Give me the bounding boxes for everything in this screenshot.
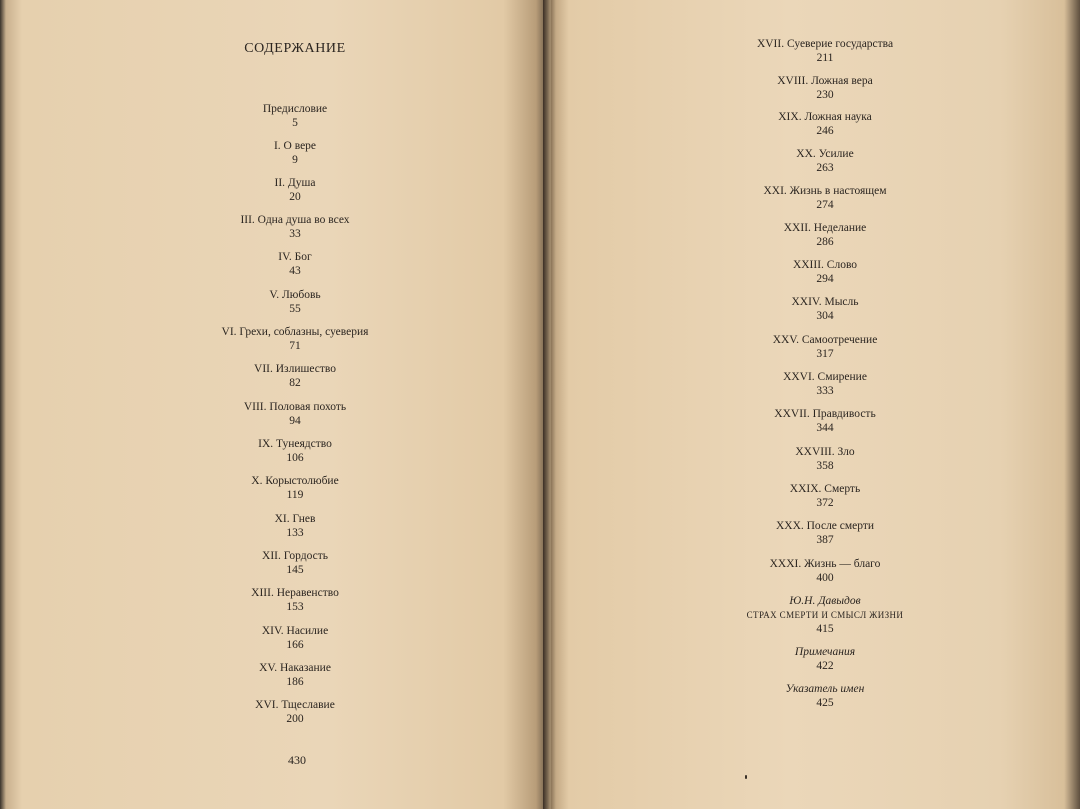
toc-title: III. Одна душа во всех bbox=[240, 214, 350, 226]
toc-entry bbox=[0, 325, 590, 353]
toc-entry bbox=[551, 74, 1080, 102]
toc-page: 333 bbox=[816, 385, 834, 397]
toc-page: 246 bbox=[816, 125, 834, 137]
toc-entry bbox=[551, 295, 1080, 323]
toc-entry bbox=[0, 624, 590, 652]
toc-page: 153 bbox=[286, 601, 304, 613]
essay-author: Ю.Н. Давыдов bbox=[789, 595, 861, 607]
toc-title: XV. Наказание bbox=[259, 662, 331, 674]
toc-page: 372 bbox=[816, 497, 834, 509]
toc-title: V. Любовь bbox=[269, 289, 321, 301]
toc-page: 230 bbox=[816, 89, 834, 101]
toc-title: XI. Гнев bbox=[274, 513, 316, 525]
toc-page: 387 bbox=[816, 534, 834, 546]
toc-entry bbox=[551, 407, 1080, 435]
toc-title: Примечания bbox=[794, 646, 856, 658]
toc-title: Предисловие bbox=[262, 103, 328, 115]
toc-title: XXVIII. Зло bbox=[795, 446, 855, 458]
toc-title: XXX. После смерти bbox=[775, 520, 875, 532]
toc-entry bbox=[0, 102, 590, 130]
toc-entry bbox=[551, 557, 1080, 585]
toc-page: 422 bbox=[816, 660, 834, 672]
toc-page: 55 bbox=[289, 303, 301, 315]
toc-page: 186 bbox=[286, 676, 304, 688]
toc-entry-index bbox=[551, 682, 1080, 710]
toc-title: XIV. Насилие bbox=[261, 625, 329, 637]
toc-page: 82 bbox=[289, 377, 301, 389]
toc-title: XXII. Неделание bbox=[783, 222, 867, 234]
toc-entry bbox=[551, 519, 1080, 547]
contents-heading: СОДЕРЖАНИЕ bbox=[244, 41, 346, 56]
toc-page: 286 bbox=[816, 236, 834, 248]
toc-page: 294 bbox=[816, 273, 834, 285]
toc-page: 33 bbox=[289, 228, 301, 240]
toc-title: XXIX. Смерть bbox=[789, 483, 861, 495]
toc-title: XIX. Ложная наука bbox=[778, 111, 872, 123]
toc-title: X. Корыстолюбие bbox=[251, 475, 339, 487]
toc-title: XXIII. Слово bbox=[792, 259, 858, 271]
toc-entry bbox=[0, 176, 590, 204]
toc-entry bbox=[0, 288, 590, 316]
toc-title: VIII. Половая похоть bbox=[243, 401, 347, 413]
toc-page: 119 bbox=[286, 489, 304, 501]
toc-page: 344 bbox=[816, 422, 834, 434]
toc-entry bbox=[551, 110, 1080, 138]
toc-page: 71 bbox=[289, 340, 301, 352]
toc-page: 274 bbox=[816, 199, 834, 211]
toc-entry bbox=[0, 661, 590, 689]
toc-entry bbox=[551, 37, 1080, 65]
toc-entry bbox=[0, 139, 590, 167]
toc-page: 20 bbox=[289, 191, 301, 203]
toc-title: XVI. Тщеславие bbox=[255, 699, 335, 711]
toc-title: XXIV. Мысль bbox=[791, 296, 859, 308]
ink-speck bbox=[745, 775, 747, 779]
toc-title: Указатель имен bbox=[785, 683, 865, 695]
toc-title: IV. Бог bbox=[278, 251, 312, 263]
toc-entry-notes bbox=[551, 645, 1080, 673]
toc-entry bbox=[551, 147, 1080, 175]
toc-entry bbox=[0, 437, 590, 465]
toc-entry bbox=[0, 549, 590, 577]
toc-title: VII. Излишество bbox=[254, 363, 336, 375]
toc-entry bbox=[0, 698, 590, 726]
toc-page: 317 bbox=[816, 348, 834, 360]
essay-title: СТРАХ СМЕРТИ И СМЫСЛ ЖИЗНИ bbox=[746, 610, 904, 620]
toc-title: XXVI. Смирение bbox=[783, 371, 867, 383]
toc-page: 9 bbox=[292, 154, 298, 166]
toc-page: 400 bbox=[816, 572, 834, 584]
toc-page: 200 bbox=[286, 713, 304, 725]
toc-entry bbox=[551, 333, 1080, 361]
toc-title: XXI. Жизнь в настоящем bbox=[763, 185, 887, 197]
toc-page: 425 bbox=[816, 697, 834, 709]
toc-entry bbox=[551, 221, 1080, 249]
right-toc-list bbox=[551, 0, 1080, 809]
toc-title: VI. Грехи, соблазны, суеверия bbox=[221, 326, 369, 338]
toc-title: XVIII. Ложная вера bbox=[777, 75, 873, 87]
toc-title: XII. Гордость bbox=[262, 550, 328, 562]
toc-page: 145 bbox=[286, 564, 304, 576]
toc-entry bbox=[551, 370, 1080, 398]
toc-entry bbox=[0, 474, 590, 502]
toc-entry bbox=[551, 445, 1080, 473]
toc-page: 133 bbox=[286, 527, 304, 539]
toc-page: 106 bbox=[286, 452, 304, 464]
toc-entry bbox=[551, 184, 1080, 212]
toc-page: 94 bbox=[289, 415, 301, 427]
toc-entry bbox=[0, 586, 590, 614]
toc-title: I. О вере bbox=[273, 140, 317, 152]
toc-entry bbox=[0, 512, 590, 540]
right-page bbox=[551, 0, 1080, 809]
toc-page: 304 bbox=[816, 310, 834, 322]
toc-title: IX. Тунеядство bbox=[258, 438, 332, 450]
toc-entry bbox=[0, 213, 590, 241]
toc-entry bbox=[0, 400, 590, 428]
toc-page: 358 bbox=[816, 460, 834, 472]
toc-title: XXXI. Жизнь — благо bbox=[769, 558, 881, 570]
toc-title: XIII. Неравенство bbox=[251, 587, 339, 599]
toc-title: XXVII. Правдивость bbox=[774, 408, 876, 420]
toc-entry bbox=[551, 258, 1080, 286]
toc-page: 5 bbox=[292, 117, 298, 129]
toc-title: XXV. Самоотречение bbox=[772, 334, 878, 346]
toc-page: 263 bbox=[816, 162, 834, 174]
toc-page: 166 bbox=[286, 639, 304, 651]
toc-entry bbox=[0, 250, 590, 278]
toc-page: 43 bbox=[289, 265, 301, 277]
toc-page: 415 bbox=[816, 623, 834, 635]
toc-entry bbox=[551, 482, 1080, 510]
toc-entry bbox=[0, 362, 590, 390]
toc-title: XX. Усилие bbox=[796, 148, 854, 160]
toc-entry-essay bbox=[551, 594, 1080, 636]
page-number: 430 bbox=[288, 753, 306, 767]
toc-title: II. Душа bbox=[274, 177, 316, 189]
toc-page: 211 bbox=[816, 52, 834, 64]
toc-title: XVII. Суеверие государства bbox=[756, 38, 894, 50]
